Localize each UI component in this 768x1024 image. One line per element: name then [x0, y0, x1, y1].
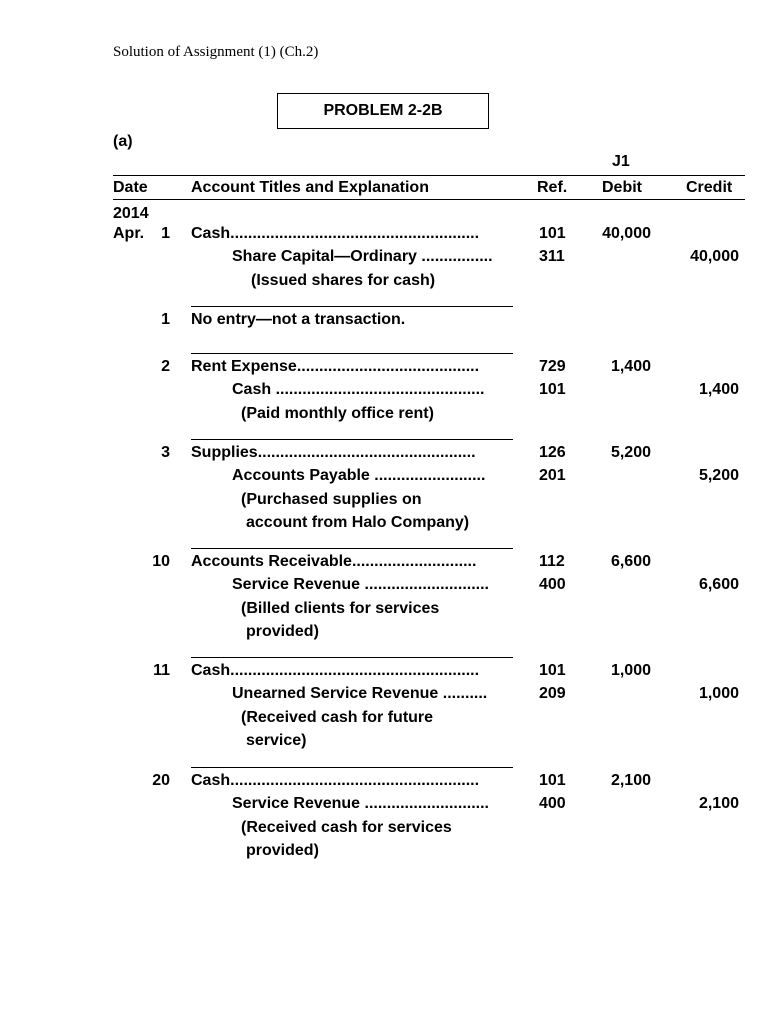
entry-explanation: (Purchased supplies on	[241, 490, 422, 508]
debit-amount: 40,000	[602, 225, 651, 242]
leader-dots: .........................................	[296, 358, 480, 375]
problem-title-box	[277, 93, 489, 129]
credit-account-title: Accounts Payable	[232, 467, 370, 485]
credit-ref: 101	[539, 381, 566, 399]
credit-amount: 40,000	[690, 248, 739, 266]
debit-ref: 112	[539, 553, 565, 570]
debit-amount: 1,000	[610, 662, 651, 679]
entry-day: 1	[161, 311, 170, 328]
debit-account-line	[191, 357, 511, 377]
document-header: Solution of Assignment (1) (Ch.2)	[113, 44, 319, 60]
entry-explanation: account from Halo Company)	[246, 513, 470, 531]
no-entry-text: No entry—not a transaction.	[191, 311, 406, 328]
credit-amount: 6,600	[698, 576, 739, 594]
entry-explanation: provided)	[246, 622, 319, 640]
debit-ref: 101	[539, 662, 566, 679]
journal-label: J1	[612, 153, 630, 170]
entry-explanation: (Issued shares for cash)	[251, 271, 436, 289]
debit-ref: 126	[539, 444, 566, 461]
leader-dots: ................	[416, 248, 493, 266]
debit-amount: 5,200	[610, 444, 651, 461]
credit-account-line	[232, 247, 511, 267]
credit-account-title: Cash	[232, 381, 272, 399]
leader-dots: ........................................................	[230, 772, 480, 789]
credit-amount: 1,400	[698, 381, 739, 399]
debit-account-line	[191, 552, 511, 572]
entry-separator-rule	[191, 657, 513, 658]
credit-ref: 201	[539, 467, 566, 485]
debit-account-title: Rent Expense	[191, 358, 297, 375]
credit-account-title: Service Revenue	[232, 576, 361, 594]
credit-ref: 311	[539, 248, 565, 266]
entry-explanation: (Received cash for services	[241, 818, 452, 836]
debit-account-title: Cash	[191, 225, 231, 242]
entry-day: 11	[153, 662, 170, 679]
debit-ref: 729	[539, 358, 566, 375]
leader-dots: ........................................................	[230, 662, 480, 679]
debit-account-title: Accounts Receivable	[191, 553, 352, 570]
debit-amount: 1,400	[610, 358, 651, 375]
leader-dots: ............................	[351, 553, 477, 570]
debit-account-line	[191, 661, 511, 681]
column-header-credit: Credit	[686, 179, 733, 196]
leader-dots: ...............................................	[271, 381, 485, 399]
column-header-debit: Debit	[602, 179, 642, 196]
credit-amount: 1,000	[698, 685, 739, 703]
credit-ref: 209	[539, 685, 566, 703]
debit-account-title: Supplies	[191, 444, 258, 461]
entry-day: 3	[161, 444, 170, 461]
month-label: Apr.	[113, 225, 145, 242]
credit-account-line	[232, 684, 511, 704]
entry-explanation: (Paid monthly office rent)	[241, 404, 434, 422]
entry-separator-rule	[191, 548, 513, 549]
leader-dots: ..........	[438, 685, 488, 703]
header-bottom-rule	[113, 199, 745, 200]
entry-day: 1	[161, 225, 170, 242]
debit-ref: 101	[539, 772, 566, 789]
entry-explanation: service)	[246, 731, 307, 749]
credit-ref: 400	[539, 795, 566, 813]
debit-ref: 101	[539, 225, 566, 242]
debit-amount: 2,100	[610, 772, 651, 789]
credit-amount: 2,100	[698, 795, 739, 813]
entry-separator-rule	[191, 439, 513, 440]
leader-dots: ............................	[360, 795, 489, 813]
credit-account-title: Service Revenue	[232, 795, 361, 813]
entry-separator-rule	[191, 353, 513, 354]
entry-explanation: (Received cash for future	[241, 708, 434, 726]
credit-account-line	[232, 466, 511, 486]
leader-dots: ............................	[360, 576, 489, 594]
leader-dots: .................................................	[257, 444, 476, 461]
problem-title: PROBLEM 2-2B	[323, 102, 443, 119]
leader-dots: .........................	[369, 467, 486, 485]
column-header-date: Date	[113, 179, 148, 196]
debit-amount: 6,600	[610, 553, 651, 570]
column-header-ref: Ref.	[537, 179, 568, 196]
credit-account-line	[232, 380, 511, 400]
column-header-account: Account Titles and Explanation	[191, 179, 429, 196]
entry-day: 2	[161, 358, 170, 375]
credit-ref: 400	[539, 576, 566, 594]
entry-separator-rule	[191, 306, 513, 307]
entry-separator-rule	[191, 767, 513, 768]
credit-amount: 5,200	[698, 467, 739, 485]
entry-day: 20	[152, 772, 170, 789]
leader-dots: ........................................................	[230, 225, 480, 242]
debit-account-line	[191, 771, 511, 791]
entry-explanation: (Billed clients for services	[241, 599, 440, 617]
credit-account-line	[232, 575, 511, 595]
debit-account-title: Cash	[191, 772, 231, 789]
year-label: 2014	[113, 205, 149, 222]
debit-account-title: Cash	[191, 662, 231, 679]
credit-account-title: Unearned Service Revenue	[232, 685, 439, 703]
entry-explanation: provided)	[246, 841, 319, 859]
entry-day: 10	[152, 553, 170, 570]
debit-account-line	[191, 224, 511, 244]
debit-account-line	[191, 443, 511, 463]
header-top-rule	[113, 175, 745, 176]
credit-account-line	[232, 794, 511, 814]
part-label: (a)	[113, 133, 133, 150]
credit-account-title: Share Capital—Ordinary	[232, 248, 417, 266]
